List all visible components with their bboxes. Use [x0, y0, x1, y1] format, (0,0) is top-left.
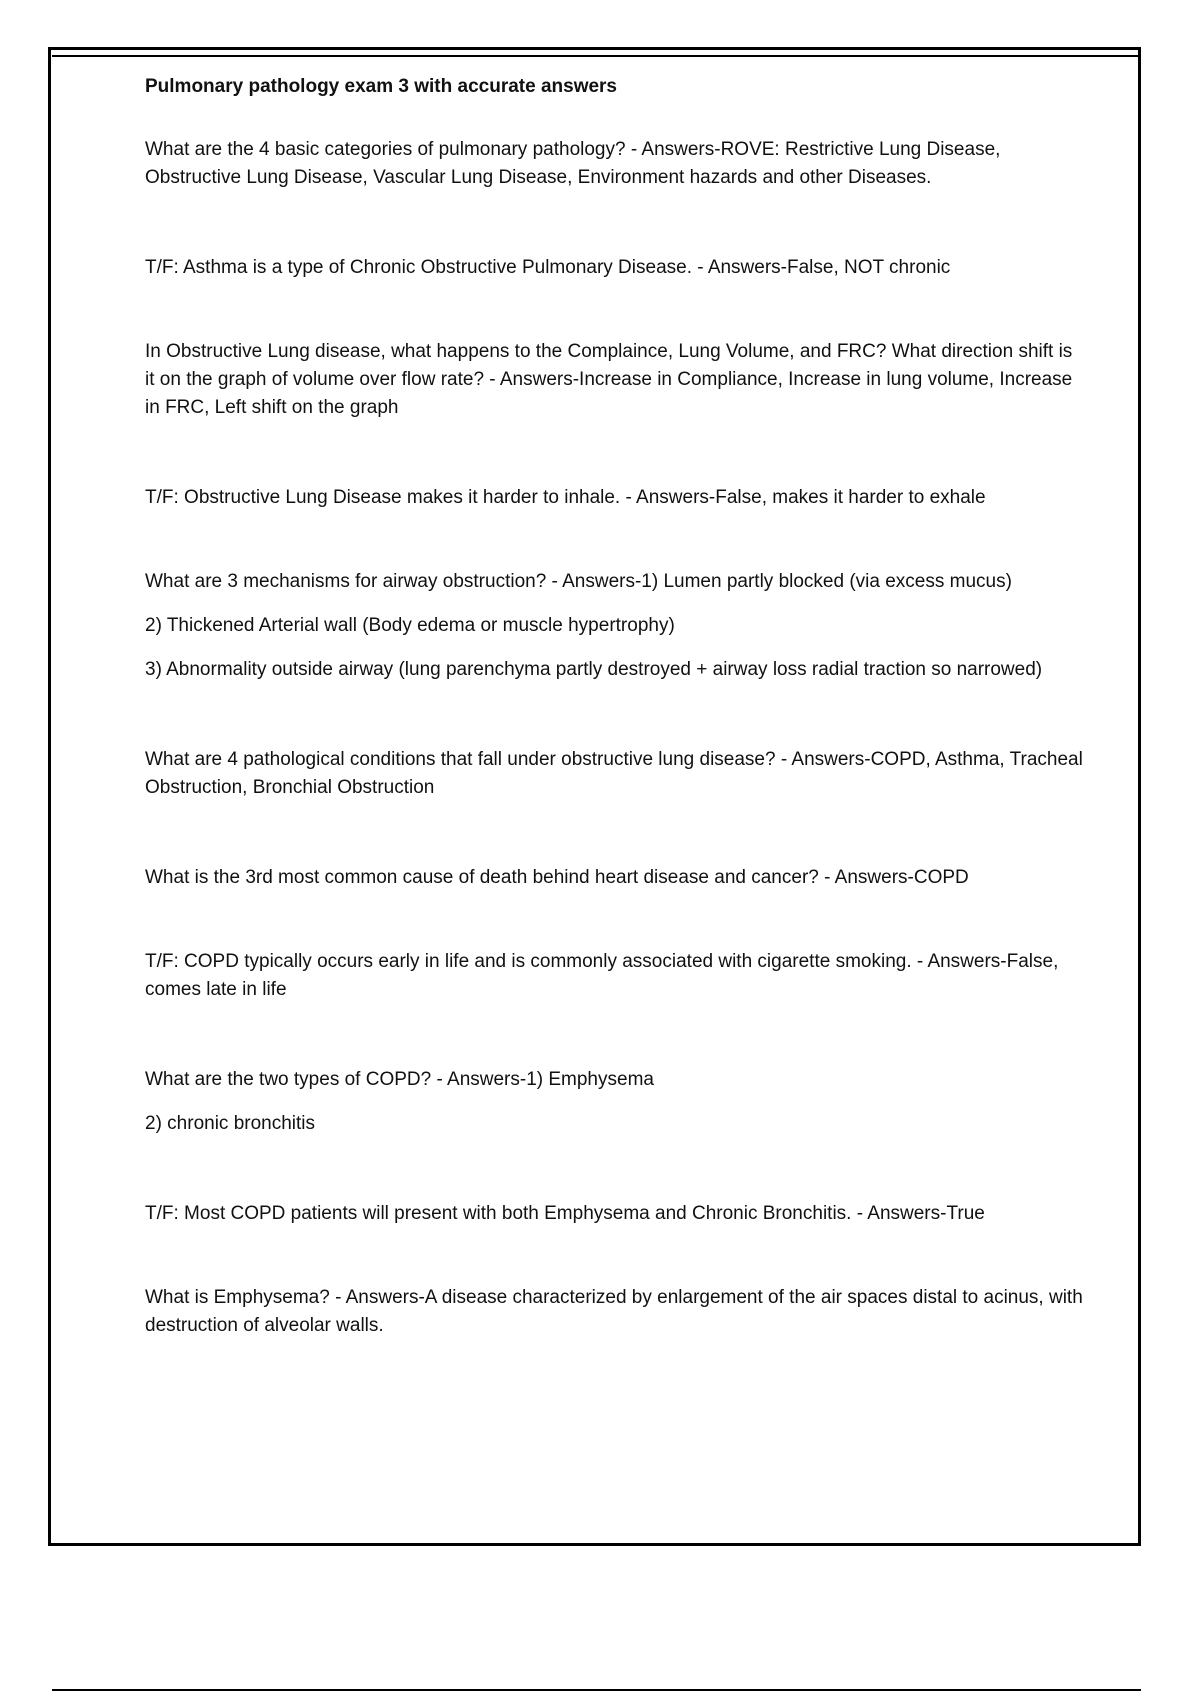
- qa-item-3: [145, 338, 1085, 422]
- qa-text-continued: 2) Thickened Arterial wall (Body edema or muscle hypertrophy): [145, 615, 675, 636]
- qa-item-1: [145, 136, 1085, 192]
- qa-item-7: [145, 864, 1085, 892]
- qa-text: What is Emphysema? - Answers-A disease characterized by enlargement of the air spaces distal to acinus, with destruction of alveolar walls.: [145, 1287, 1083, 1336]
- qa-item-11: [145, 1284, 1085, 1340]
- document-title: Pulmonary pathology exam 3 with accurate answers: [145, 76, 617, 97]
- qa-text-continued: 2) chronic bronchitis: [145, 1113, 316, 1134]
- qa-text: T/F: COPD typically occurs early in life and is commonly associated with cigarette smoking. - Answers-False, comes late in life: [145, 951, 1059, 1000]
- qa-text: What are 4 pathological conditions that fall under obstructive lung disease? - Answers-COPD, Asthma, Tracheal Obstruction, Bronchial Obstruction: [145, 749, 1083, 798]
- qa-text: In Obstructive Lung disease, what happens to the Complaince, Lung Volume, and FRC? What direction shift is it on the graph of volume over flow rate? - Answers-Increase in Compliance, Increase in lung volume, Increase in FRC, Left shift on the graph: [145, 341, 1073, 418]
- qa-item-2: [145, 254, 1085, 282]
- qa-item-6: [145, 746, 1085, 802]
- qa-text: What are the 4 basic categories of pulmonary pathology? - Answers-ROVE: Restrictive Lung Disease, Obstructive Lung Disease, Vascular Lung Disease, Environment hazards and other Diseases.: [145, 139, 1001, 188]
- bottom-rule: [52, 1689, 1141, 1691]
- qa-item-8: [145, 948, 1085, 1004]
- top-rule: [52, 55, 1141, 57]
- qa-text: T/F: Asthma is a type of Chronic Obstructive Pulmonary Disease. - Answers-False, NOT chronic: [145, 257, 951, 278]
- qa-text-continued: 3) Abnormality outside airway (lung parenchyma partly destroyed + airway loss radial traction so narrowed): [145, 659, 1043, 680]
- qa-text: What is the 3rd most common cause of death behind heart disease and cancer? - Answers-COPD: [145, 867, 969, 888]
- qa-item-10: [145, 1200, 1085, 1228]
- qa-item-5: [145, 568, 1085, 684]
- qa-text: T/F: Obstructive Lung Disease makes it harder to inhale. - Answers-False, makes it harder to exhale: [145, 487, 986, 508]
- qa-text: What are the two types of COPD? - Answers-1) Emphysema: [145, 1069, 654, 1090]
- qa-item-4: [145, 484, 1085, 512]
- document-body: [145, 74, 1085, 1340]
- qa-item-9: [145, 1066, 1085, 1138]
- qa-text: T/F: Most COPD patients will present with both Emphysema and Chronic Bronchitis. - Answers-True: [145, 1203, 985, 1224]
- qa-text: What are 3 mechanisms for airway obstruction? - Answers-1) Lumen partly blocked (via excess mucus): [145, 571, 1012, 592]
